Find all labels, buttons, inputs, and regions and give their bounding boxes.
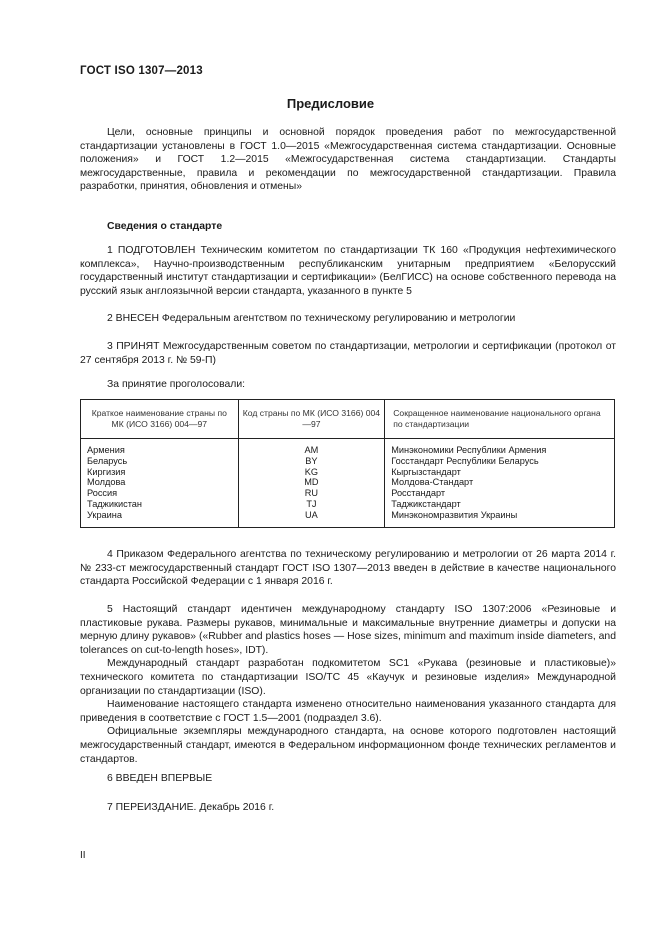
- intro-section: [80, 126, 616, 194]
- item-2-text: 2 ВНЕСЕН Федеральным агентством по техническому регулированию и метрологии: [107, 313, 516, 324]
- body-cell: Госстандарт Республики Беларусь: [391, 455, 539, 466]
- item-2: [80, 312, 616, 326]
- item-3: [80, 340, 616, 367]
- country-cell: Молдова: [87, 477, 126, 488]
- voted-text: За принятие проголосовали:: [107, 379, 246, 390]
- item-5: [80, 603, 616, 766]
- body-cell: Молдова-Стандарт: [391, 477, 474, 488]
- body-cell: Минэкономики Республики Армения: [391, 445, 547, 455]
- table-row: [81, 439, 615, 528]
- intro-paragraph: Цели, основные принципы и основной порядок проведения работ по межгосударственной стандартизации установлены в ГОСТ 1.0—2015 «Межгосударственная система стандартизации. Основные положения» и ГОСТ 1.2—2015 «Межгосударственная система стандартизации. Стандарты межгосударственные, правила и рекомендации по межгосударственной стандартизации. Правила разработки, принятия, обновления и отмены»: [80, 127, 616, 193]
- table-header-row: [81, 400, 615, 439]
- item-4-text: 4 Приказом Федерального агентства по техническому регулированию и метрологии от 26 марта 2014 г. № 233-ст межгосударственный стандарт ГОСТ ISO 1307—2013 введен в действие в качестве национального стандарта Российской Федерации с 1 января 2016 г.: [80, 549, 616, 588]
- item-7: [80, 801, 616, 815]
- body-cell: Росстандарт: [391, 488, 446, 499]
- voting-table: [80, 399, 615, 528]
- body-cell: Минэкономразвития Украины: [391, 509, 518, 520]
- item-7-text: 7 ПЕРЕИЗДАНИЕ. Декабрь 2016 г.: [107, 802, 275, 813]
- body-column: [385, 439, 615, 528]
- code-column: [238, 439, 385, 528]
- code-cell: RU: [304, 488, 319, 499]
- country-column: [81, 439, 239, 528]
- page-title: Предисловие: [286, 96, 375, 111]
- item-5-paragraph-4: Официальные экземпляры международного стандарта, на основе которого подготовлен настоящий межгосударственный стандарт, имеются в Федеральном информационном фонде технических регламентов и стандартов.: [80, 726, 616, 765]
- item-6-text: 6 ВВЕДЕН ВПЕРВЫЕ: [107, 773, 213, 784]
- code-cell: AM: [304, 445, 319, 455]
- item-1-text: 1 ПОДГОТОВЛЕН Техническим комитетом по стандартизации ТК 160 «Продукция нефтехимического комплекса», Научно-производственным республиканским унитарным предприятием «Белорусский государственный институт стандартизации и сертификации» (БелГИСС) на основе собственного перевода на русский язык англоязычной версии стандарта, указанного в пункте 5: [80, 245, 616, 297]
- item-3-text: 3 ПРИНЯТ Межгосударственным советом по стандартизации, метрологии и сертификации (протокол от 27 сентября 2013 г. № 59-П): [80, 341, 616, 366]
- header-body: Сокращенное наименование национального органа по стандартизации: [385, 400, 615, 439]
- header-country: Краткое наименование страны по МК (ИСО 3166) 004—97: [81, 400, 239, 439]
- section-heading: Сведения о стандарте: [107, 221, 223, 232]
- page-number: II: [80, 850, 86, 861]
- country-cell: Армения: [87, 445, 125, 455]
- document-code: ГОСТ ISO 1307—2013: [80, 65, 203, 77]
- item-5-paragraph-2: Международный стандарт разработан подкомитетом SC1 «Рукава (резиновые и пластиковые)» технического комитета по стандартизации ISO/TC 45 «Каучук и резиновые изделия» Международной организации по стандартизации (ISO).: [80, 658, 616, 697]
- country-cell: Киргизия: [87, 466, 126, 477]
- code-cell: UA: [305, 509, 318, 520]
- code-cell: KG: [304, 466, 319, 477]
- voted-caption: [80, 378, 616, 392]
- item-6: [80, 772, 616, 786]
- code-cell: MD: [304, 477, 319, 488]
- item-5-paragraph-1: 5 Настоящий стандарт идентичен международному стандарту ISO 1307:2006 «Резиновые и пластиковые рукава. Размеры рукавов, минимальные и максимальные внутренние диаметры и допуски на мерную длину рукавов» («Rubber and plastics hoses — Hose sizes, minimum and maximum inside diameters, and tolerances on cut-to-length hoses», IDT).: [80, 604, 616, 656]
- header-code: Код страны по МК (ИСО 3166) 004—97: [238, 400, 385, 439]
- item-1: [80, 244, 616, 298]
- body-cell: Таджикстандарт: [391, 498, 461, 509]
- item-5-paragraph-3: Наименование настоящего стандарта изменено относительно наименования указанного стандарта для приведения в соответствие с ГОСТ 1.5—2001 (подраздел 3.6).: [80, 699, 616, 724]
- country-cell: Украина: [87, 509, 122, 520]
- standard-info-section: [80, 220, 616, 234]
- code-cell: TJ: [306, 498, 317, 509]
- code-cell: BY: [305, 455, 318, 466]
- country-cell: Беларусь: [87, 455, 128, 466]
- body-cell: Кыргызстандарт: [391, 466, 461, 477]
- country-cell: Россия: [87, 488, 118, 499]
- item-4: [80, 548, 616, 589]
- country-cell: Таджикистан: [87, 498, 142, 509]
